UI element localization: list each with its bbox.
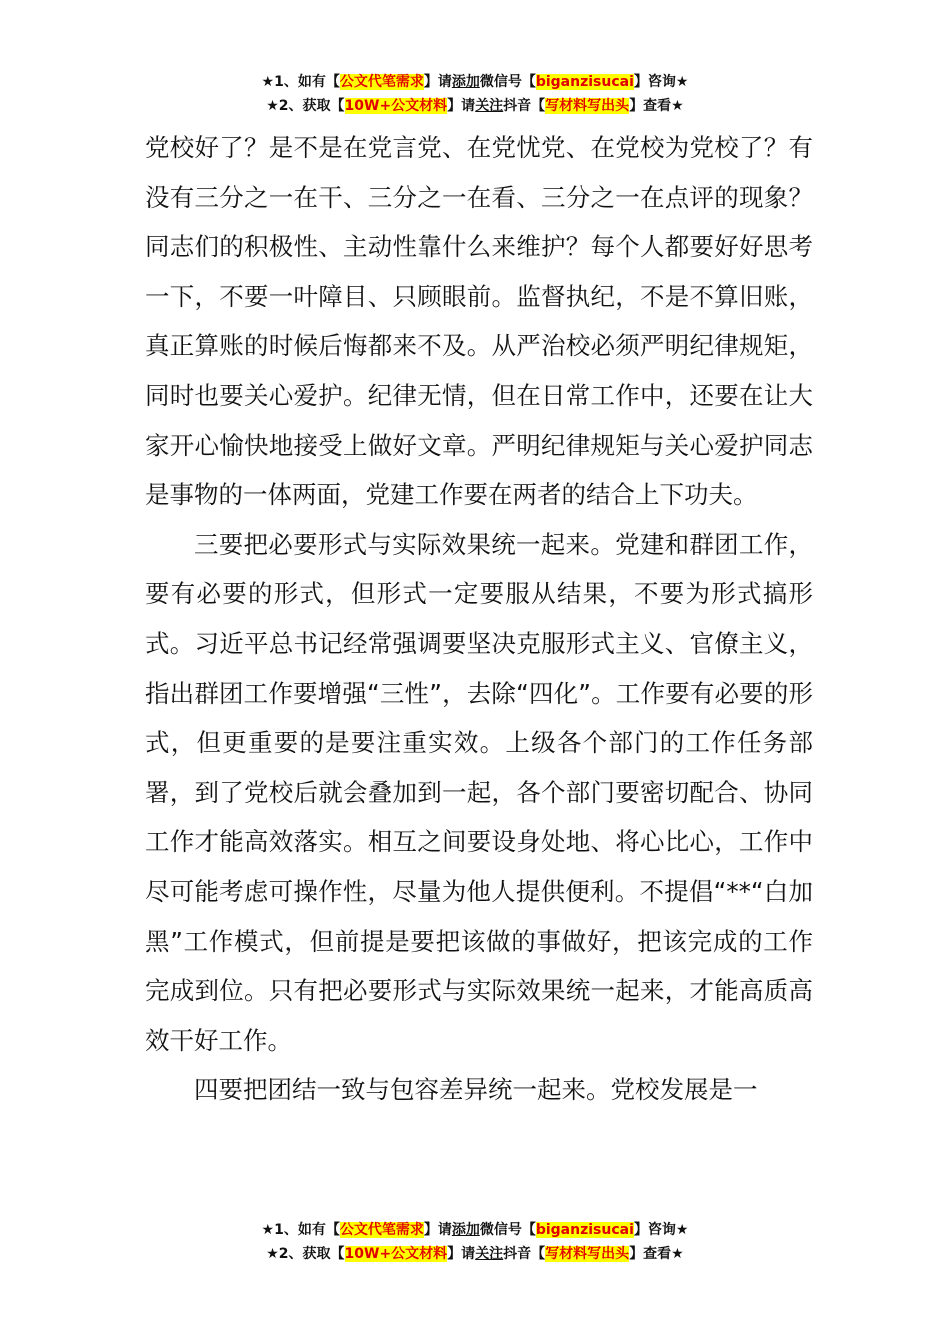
highlight-douyin: 写材料写出头 (545, 1246, 630, 1262)
banner-line-2: ★2、获取【10W+公文材料】请关注抖音【写材料写出头】查看★ (266, 98, 684, 114)
paragraph: 四要把团结一致与包容差异统一起来。党校发展是一 (194, 1075, 758, 1105)
highlight-materials: 10W+公文材料 (344, 1246, 448, 1262)
highlight-service: 公文代笔需求 (339, 74, 424, 90)
highlight-wechat-id: biganzisucai (535, 1222, 634, 1238)
banner-line-2: ★2、获取【10W+公文材料】请关注抖音【写材料写出头】查看★ (266, 1246, 684, 1262)
banner-line-1: ★1、如有【公文代笔需求】请添加微信号【biganzisucai】咨询★ (261, 74, 689, 90)
highlight-service: 公文代笔需求 (339, 1222, 424, 1238)
footer-banner (0, 1218, 950, 1266)
banner-line-1: ★1、如有【公文代笔需求】请添加微信号【biganzisucai】咨询★ (261, 1222, 689, 1238)
paragraph: 党校好了？是不是在党言党、在党忧党、在党校为党校了？有没有三分之一在干、三分之一在看、三分之一在点评的现象？同志们的积极性、主动性靠什么来维护？每个人都要好好思考一下，不要一叶障目、只顾眼前。监督执纪，不是不算旧账，真正算账的时候后悔都来不及。从严治校必须严明纪律规矩，同时也要关心爱护。纪律无情，但在日常工作中，还要在让大家开心愉快地接受上做好文章。严明纪律规矩与关心爱护同志是事物的一体两面，党建工作要在两者的结合上下功夫。 (145, 133, 813, 510)
highlight-materials: 10W+公文材料 (344, 98, 448, 114)
highlight-douyin: 写材料写出头 (545, 98, 630, 114)
paragraph: 三要把必要形式与实际效果统一起来。党建和群团工作，要有必要的形式，但形式一定要服从结果，不要为形式搞形式。习近平总书记经常强调要坚决克服形式主义、官僚主义，指出群团工作要增强“三性”，去除“四化”。工作要有必要的形式，但更重要的是要注重实效。上级各个部门的工作任务部署，到了党校后就会叠加到一起，各个部门要密切配合、协同工作才能高效落实。相互之间要设身处地、将心比心，工作中尽可能考虑可操作性，尽量为他人提供便利。不提倡“**“白加黑”工作模式，但前提是要把该做的事做好，把该完成的工作完成到位。只有把必要形式与实际效果统一起来，才能高质高效干好工作。 (145, 529, 813, 1055)
highlight-wechat-id: biganzisucai (535, 74, 634, 90)
header-banner (0, 70, 950, 118)
document-body (145, 123, 813, 1115)
